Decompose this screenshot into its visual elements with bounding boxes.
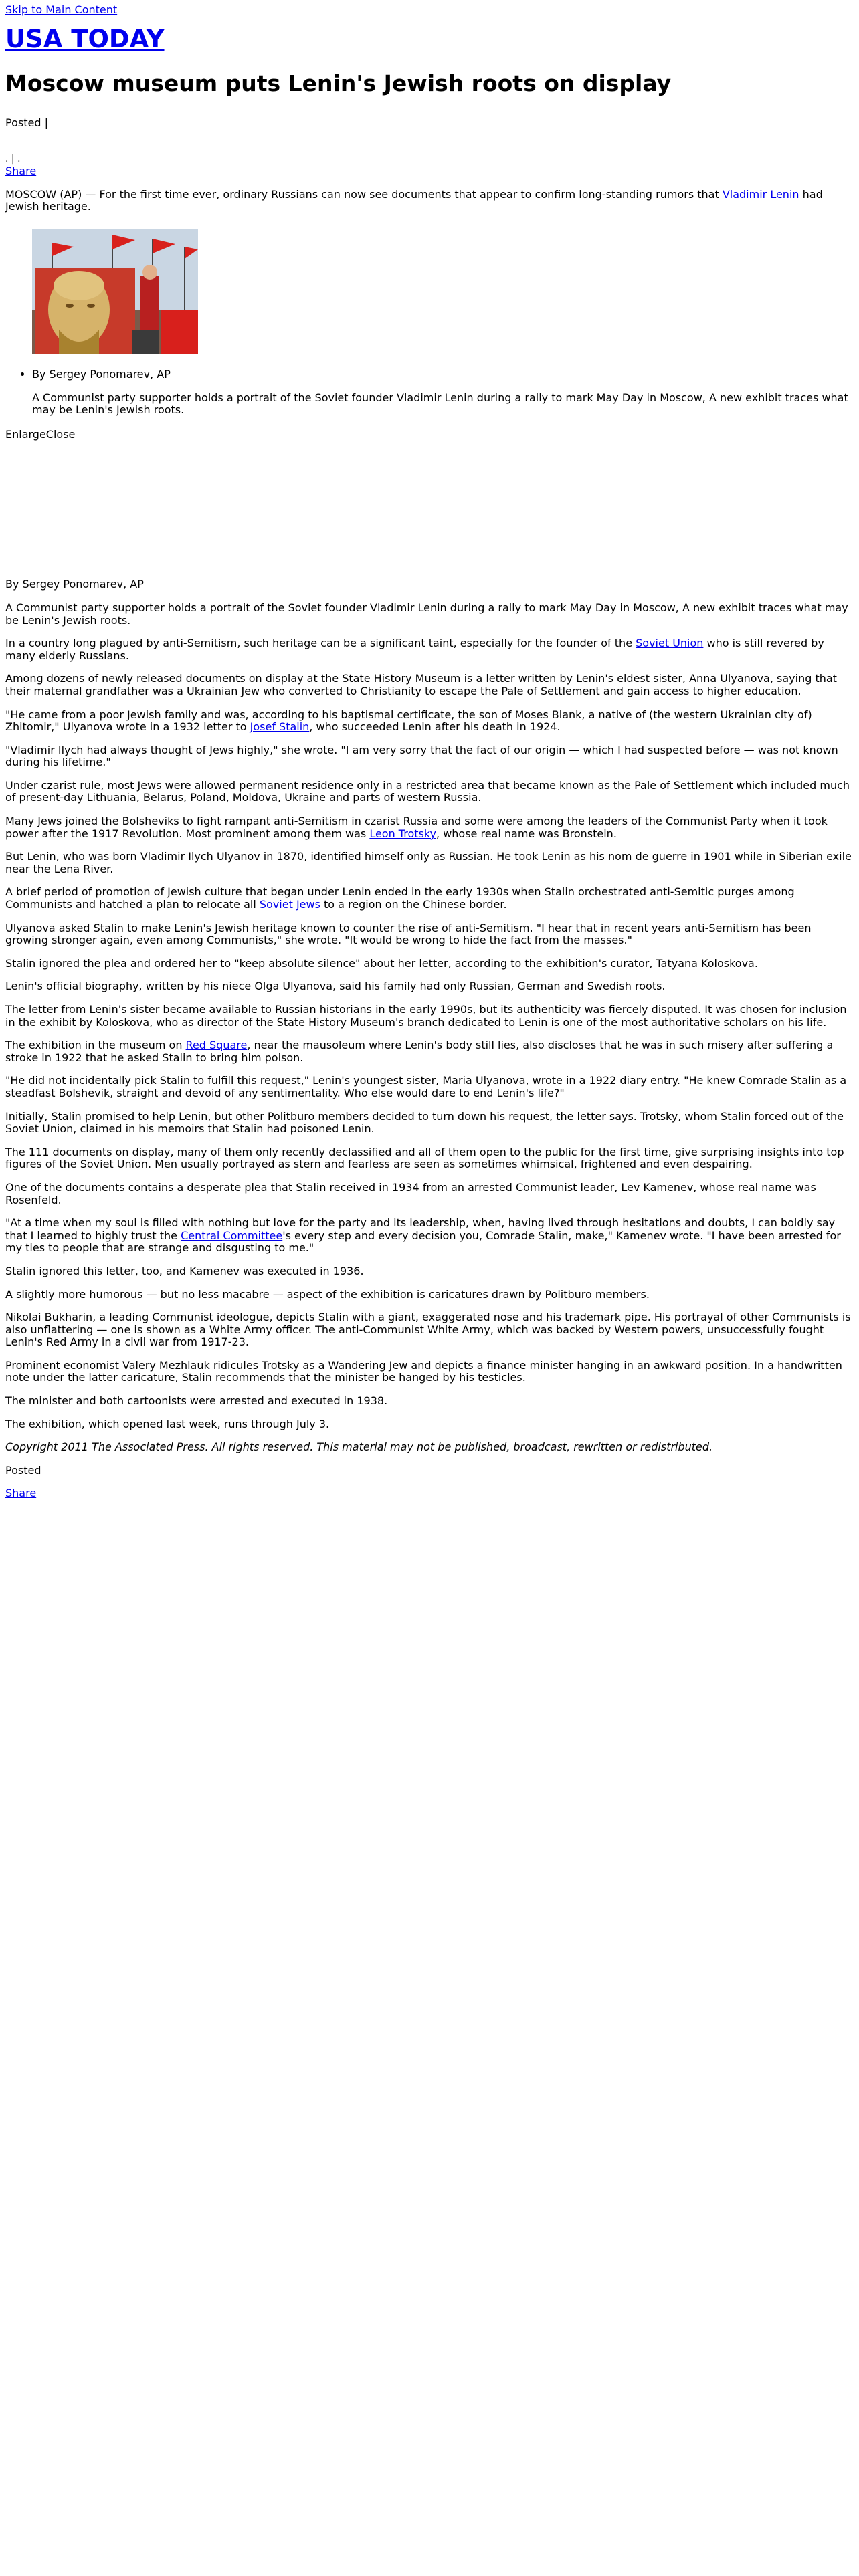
enlarge-close-controls bbox=[5, 429, 854, 441]
article-paragraph: Ulyanova asked Stalin to make Lenin's Jewish heritage known to counter the rise of anti-Semitism. "I hear that in recent years anti-Semitism has been growing stronger again, even among Communists," she wrote. "It would be wrong to hide the fact from the masses." bbox=[5, 921, 812, 947]
article-paragraph: Initially, Stalin promised to help Lenin, but other Politburo members decided to turn down his request, the letter says. Trotsky, whom Stalin forced out of the Soviet Union, claimed in his memoirs that Stalin had poisoned Lenin. bbox=[5, 1109, 844, 1136]
article-paragraph: Under czarist rule, most Jews were allowed permanent residence only in a restricted area that became known as the Pale of Settlement which included much of present-day Lithuania, Belarus, Poland, Moldova, Ukraine and parts of western Russia. bbox=[5, 778, 850, 804]
photo-gallery bbox=[5, 229, 854, 417]
article-paragraph bbox=[5, 1039, 854, 1064]
red-square-link[interactable]: Red Square bbox=[185, 1039, 248, 1052]
share-link-top[interactable]: Share bbox=[5, 165, 37, 178]
photo-caption-repeat: A Communist party supporter holds a portrait of the Soviet founder Vladimir Lenin during a rally to mark May Day in Moscow, A new exhibit traces what may be Lenin's Jewish roots. bbox=[5, 601, 848, 627]
article-paragraph: Prominent economist Valery Mezhlauk ridicules Trotsky as a Wandering Jew and depicts a finance minister hanging in an awkward position. In a handwritten note under the latter caricature, Stalin recommends that the minister be hanged by his testicles. bbox=[5, 1358, 842, 1384]
soviet-union-link[interactable]: Soviet Union bbox=[636, 637, 704, 650]
paragraph-text: 's every step and every decision you, Comrade Stalin, make," Kamenev wrote. "I have been arrested for my ties to people that are strange and disgusting to me." bbox=[5, 1228, 841, 1255]
article-paragraph: Lenin's official biography, written by his niece Olga Ulyanova, said his family had only Russian, German and Swedish roots. bbox=[5, 980, 666, 993]
article-paragraph: Nikolai Bukharin, a leading Communist ideologue, depicts Stalin with a giant, exaggerated nose and his trademark pipe. His portrayal of other Communists is also unflattering — one is shown as a White Army officer. The anti-Communist White Army, which was backed by Western powers, unsuccessfully fought Lenin's Red Army in a civil war from 1917-23. bbox=[5, 1311, 851, 1349]
paragraph-text: Many Jews joined the Bolsheviks to fight rampant anti-Semitism in czarist Russia and some were among the leaders of the Communist Party when it took power after the 1917 Revolution. Most prominent among them was bbox=[5, 815, 828, 840]
expanded-photo-area bbox=[5, 441, 854, 568]
paragraph-text: who is still revered by many elderly Russians. bbox=[5, 637, 824, 662]
article-paragraph: The 111 documents on display, many of them only recently declassified and all of them open to the public for the first time, give surprising insights into top figures of the Soviet Union. Men usually portrayed as stern and fearless are seen as sometimes whimsical, frightened and even despairing. bbox=[5, 1145, 844, 1171]
article-paragraph bbox=[5, 815, 854, 840]
intro-paragraph bbox=[5, 189, 854, 213]
photo-credit: • By Sergey Ponomarev, AP bbox=[32, 367, 171, 381]
gallery-item bbox=[32, 229, 854, 417]
posted-label-bottom: Posted bbox=[5, 1463, 41, 1477]
site-title-link[interactable]: USA TODAY bbox=[5, 24, 165, 53]
article-paragraph bbox=[5, 1217, 854, 1255]
article-paragraph bbox=[5, 709, 854, 734]
article-paragraph: Among dozens of newly released documents on display at the State History Museum is a letter written by Lenin's eldest sister, Anna Ulyanova, saying that their maternal grandfather was a Ukrainian Jew who converted to Christianity to escape the Pale of Settlement and gain access to higher education. bbox=[5, 672, 837, 697]
intro-text: MOSCOW (AP) — For the first time ever, ordinary Russians can now see documents that appear to confirm long-standing rumors that bbox=[5, 187, 723, 201]
paragraph-text: A brief period of promotion of Jewish culture that began under Lenin ended in the early 1930s when Stalin orchestrated anti-Semitic purges among Communists and hatched a plan to relocate all bbox=[5, 885, 795, 911]
copyright-notice: Copyright 2011 The Associated Press. All rights reserved. This material may not be published, broadcast, rewritten or redistributed. bbox=[5, 1440, 713, 1454]
photo-caption: A Communist party supporter holds a portrait of the Soviet founder Vladimir Lenin during a rally to mark May Day in Moscow, A new exhibit traces what may be Lenin's Jewish roots. bbox=[32, 391, 848, 417]
site-title bbox=[5, 25, 854, 54]
article-paragraph: The exhibition, which opened last week, runs through July 3. bbox=[5, 1417, 330, 1430]
intro-text-end: had Jewish heritage. bbox=[5, 187, 823, 213]
article-paragraph: "Vladimir Ilych had always thought of Jews highly," she wrote. "I am very sorry that the fact of our origin — which I had suspected before — was not known during his lifetime." bbox=[5, 743, 838, 769]
paragraph-text: The exhibition in the museum on bbox=[5, 1039, 186, 1052]
josef-stalin-link[interactable]: Josef Stalin bbox=[250, 720, 310, 734]
share-link-bottom[interactable]: Share bbox=[5, 1487, 37, 1500]
article-paragraph: Stalin ignored the plea and ordered her to "keep absolute silence" about her letter, according to the exhibition's curator, Tatyana Koloskova. bbox=[5, 956, 758, 970]
paragraph-text: "He came from a poor Jewish family and was, according to his baptismal certificate, the son of Moses Blank, a native of (the western Ukrainian city of) Zhitomir," Ulyanova wrote in a 1932 letter to bbox=[5, 708, 812, 734]
central-committee-link[interactable]: Central Committee bbox=[181, 1228, 283, 1242]
paragraph-text: , who succeeded Lenin after his death in 1924. bbox=[309, 720, 561, 734]
lenin-portrait-photo[interactable] bbox=[32, 229, 198, 354]
article-paragraph bbox=[5, 886, 854, 911]
posted-label: Posted | bbox=[5, 116, 48, 129]
paragraph-text: to a region on the Chinese border. bbox=[320, 898, 507, 911]
article-paragraph: Stalin ignored this letter, too, and Kamenev was executed in 1936. bbox=[5, 1264, 364, 1277]
article-meta: . | . bbox=[5, 154, 21, 165]
article-paragraph: "He did not incidentally pick Stalin to fulfill this request," Lenin's youngest sister, Maria Ulyanova, wrote in a 1922 diary entry. "He knew Comrade Stalin as a steadfast Bolshevik, straight and devoid of any sentimentality. Who else would dare to end Lenin's life?" bbox=[5, 1074, 847, 1099]
photo-credit-repeat: By Sergey Ponomarev, AP bbox=[5, 578, 144, 591]
article-headline: Moscow museum puts Lenin's Jewish roots on display bbox=[5, 70, 672, 96]
leon-trotsky-link[interactable]: Leon Trotsky bbox=[369, 827, 437, 840]
paragraph-text: In a country long plagued by anti-Semitism, such heritage can be a significant taint, especially for the founder of the bbox=[5, 637, 636, 650]
paragraph-text: , whose real name was Bronstein. bbox=[436, 827, 617, 840]
article-paragraph: A slightly more humorous — but no less macabre — aspect of the exhibition is caricatures drawn by Politburo members. bbox=[5, 1287, 650, 1301]
article-paragraph: But Lenin, who was born Vladimir Ilych Ulyanov in 1870, identified himself only as Russian. He took Lenin as his nom de guerre in 1901 while in Siberian exile near the Lena River. bbox=[5, 850, 852, 875]
close-button[interactable]: Close bbox=[45, 427, 76, 441]
article-paragraph: The minister and both cartoonists were arrested and executed in 1938. bbox=[5, 1394, 388, 1408]
soviet-jews-link[interactable]: Soviet Jews bbox=[259, 898, 320, 911]
paragraph-text: , near the mausoleum where Lenin's body still lies, also discloses that he was in such misery after suffering a stroke in 1922 that he asked Stalin to bring him poison. bbox=[5, 1039, 834, 1064]
article-paragraph bbox=[5, 637, 854, 662]
skip-to-main-link[interactable]: Skip to Main Content bbox=[5, 3, 118, 16]
vladimir-lenin-link[interactable]: Vladimir Lenin bbox=[722, 187, 799, 201]
paragraph-text: "At a time when my soul is filled with nothing but love for the party and its leadership, when, having lived through hesitations and doubts, I can boldly say that I learned to highly trust the bbox=[5, 1216, 836, 1242]
article-paragraph: The letter from Lenin's sister became available to Russian historians in the early 1990s, but its authenticity was fiercely disputed. It was chosen for inclusion in the exhibit by Koloskova, who as director of the State History Museum's branch dedicated to Lenin is one of the most authoritative scholars on his life. bbox=[5, 1003, 847, 1029]
article-paragraph: One of the documents contains a desperate plea that Stalin received in 1934 from an arrested Communist leader, Lev Kamenev, whose real name was Rosenfeld. bbox=[5, 1180, 816, 1206]
enlarge-button[interactable]: Enlarge bbox=[5, 427, 46, 441]
